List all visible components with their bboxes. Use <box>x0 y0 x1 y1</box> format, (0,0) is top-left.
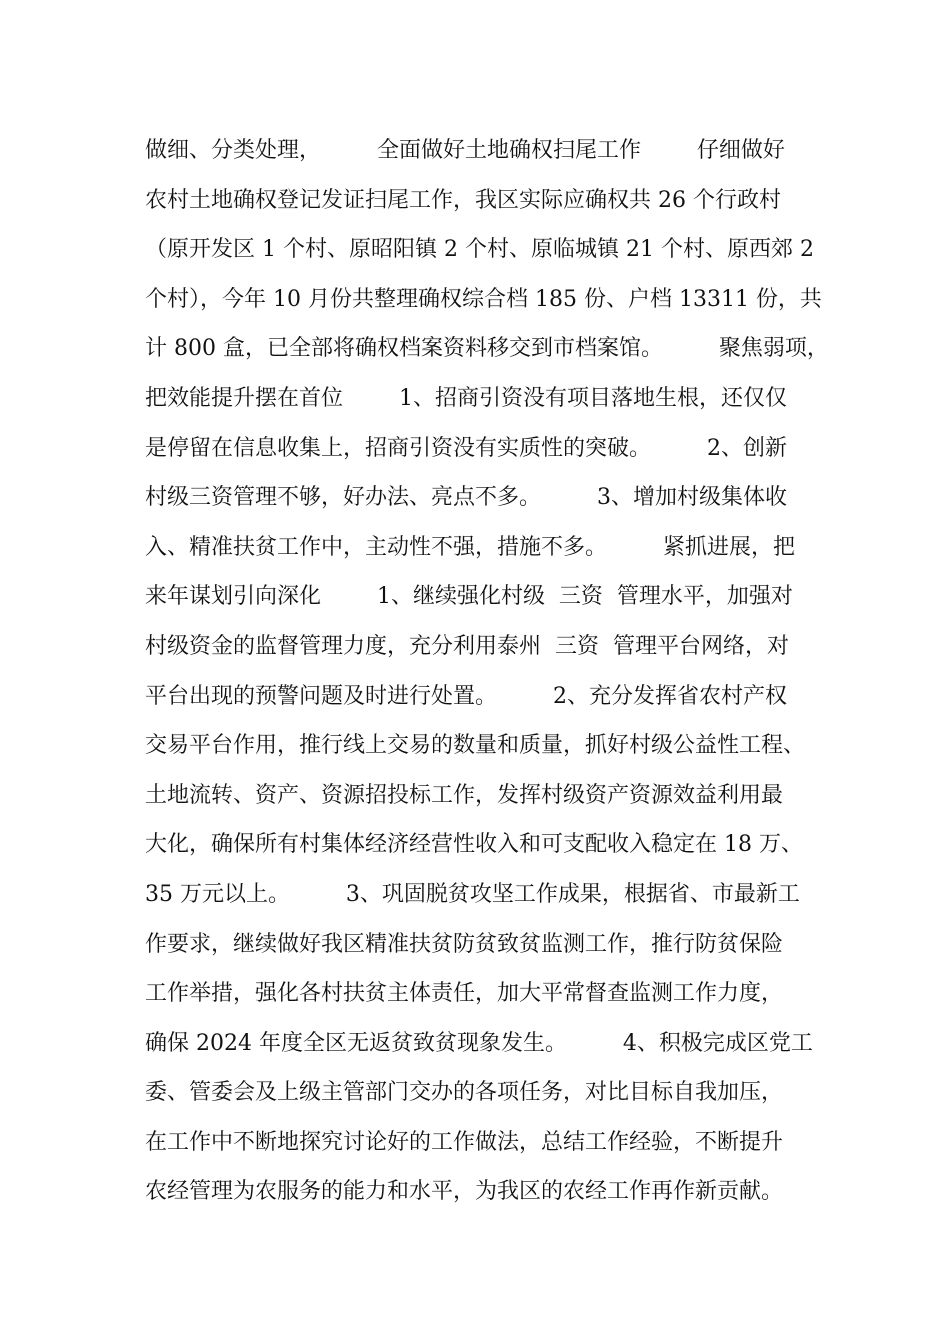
text-line: 来年谋划引向深化 1、继续强化村级 三资 管理水平，加强对 <box>145 584 793 610</box>
text-line: 在工作中不断地探究讨论好的工作做法，总结工作经验，不断提升 <box>145 1129 784 1155</box>
text-line: 作要求，继续做好我区精准扶贫防贫致贫监测工作，推行防贫保险 <box>145 931 784 957</box>
text-line: 平台出现的预警问题及时进行处置。 2、充分发挥省农村产权 <box>145 683 787 709</box>
body-text <box>145 126 845 1217</box>
text-line: 工作举措，强化各村扶贫主体责任，加大平常督查监测工作力度， <box>145 981 784 1007</box>
text-line: 计 800 盒，已全部将确权档案资料移交到市档案馆。 聚焦弱项， <box>145 336 829 362</box>
text-line: （原开发区 1 个村、原昭阳镇 2 个村、原临城镇 21 个村、原西郊 2 <box>145 237 814 263</box>
text-line: 做细、分类处理， 全面做好土地确权扫尾工作 仔细做好 <box>145 138 785 163</box>
text-line: 35 万元以上。 3、巩固脱贫攻坚工作成果，根据省、市最新工 <box>145 881 800 907</box>
text-line: 村级三资管理不够，好办法、亮点不多。 3、增加村级集体收 <box>145 485 787 511</box>
text-line: 委、管委会及上级主管部门交办的各项任务，对比目标自我加压， <box>145 1080 784 1106</box>
text-line: 入、精准扶贫工作中，主动性不强，措施不多。 紧抓进展，把 <box>145 534 795 560</box>
text-line: 把效能提升摆在首位 1、招商引资没有项目落地生根，还仅仅 <box>145 385 787 411</box>
text-line: 大化，确保所有村集体经济经营性收入和可支配收入稳定在 18 万、 <box>145 832 803 858</box>
text-line: 农村土地确权登记发证扫尾工作，我区实际应确权共 26 个行政村 <box>145 187 781 213</box>
text-line: 农经管理为农服务的能力和水平，为我区的农经工作再作新贡献。 <box>145 1179 784 1205</box>
text-line: 土地流转、资产、资源招投标工作，发挥村级资产资源效益利用最 <box>145 782 784 808</box>
text-line: 是停留在信息收集上，招商引资没有实质性的突破。 2、创新 <box>145 435 787 461</box>
text-line: 村级资金的监督管理力度，充分利用泰州 三资 管理平台网络，对 <box>145 633 789 659</box>
text-line: 交易平台作用，推行线上交易的数量和质量，抓好村级公益性工程、 <box>145 733 806 759</box>
text-line: 确保 2024 年度全区无返贫致贫现象发生。 4、积极完成区党工 <box>145 1030 813 1056</box>
text-line: 个村），今年 10 月份共整理确权综合档 185 份、户档 13311 份，共 <box>145 286 822 312</box>
